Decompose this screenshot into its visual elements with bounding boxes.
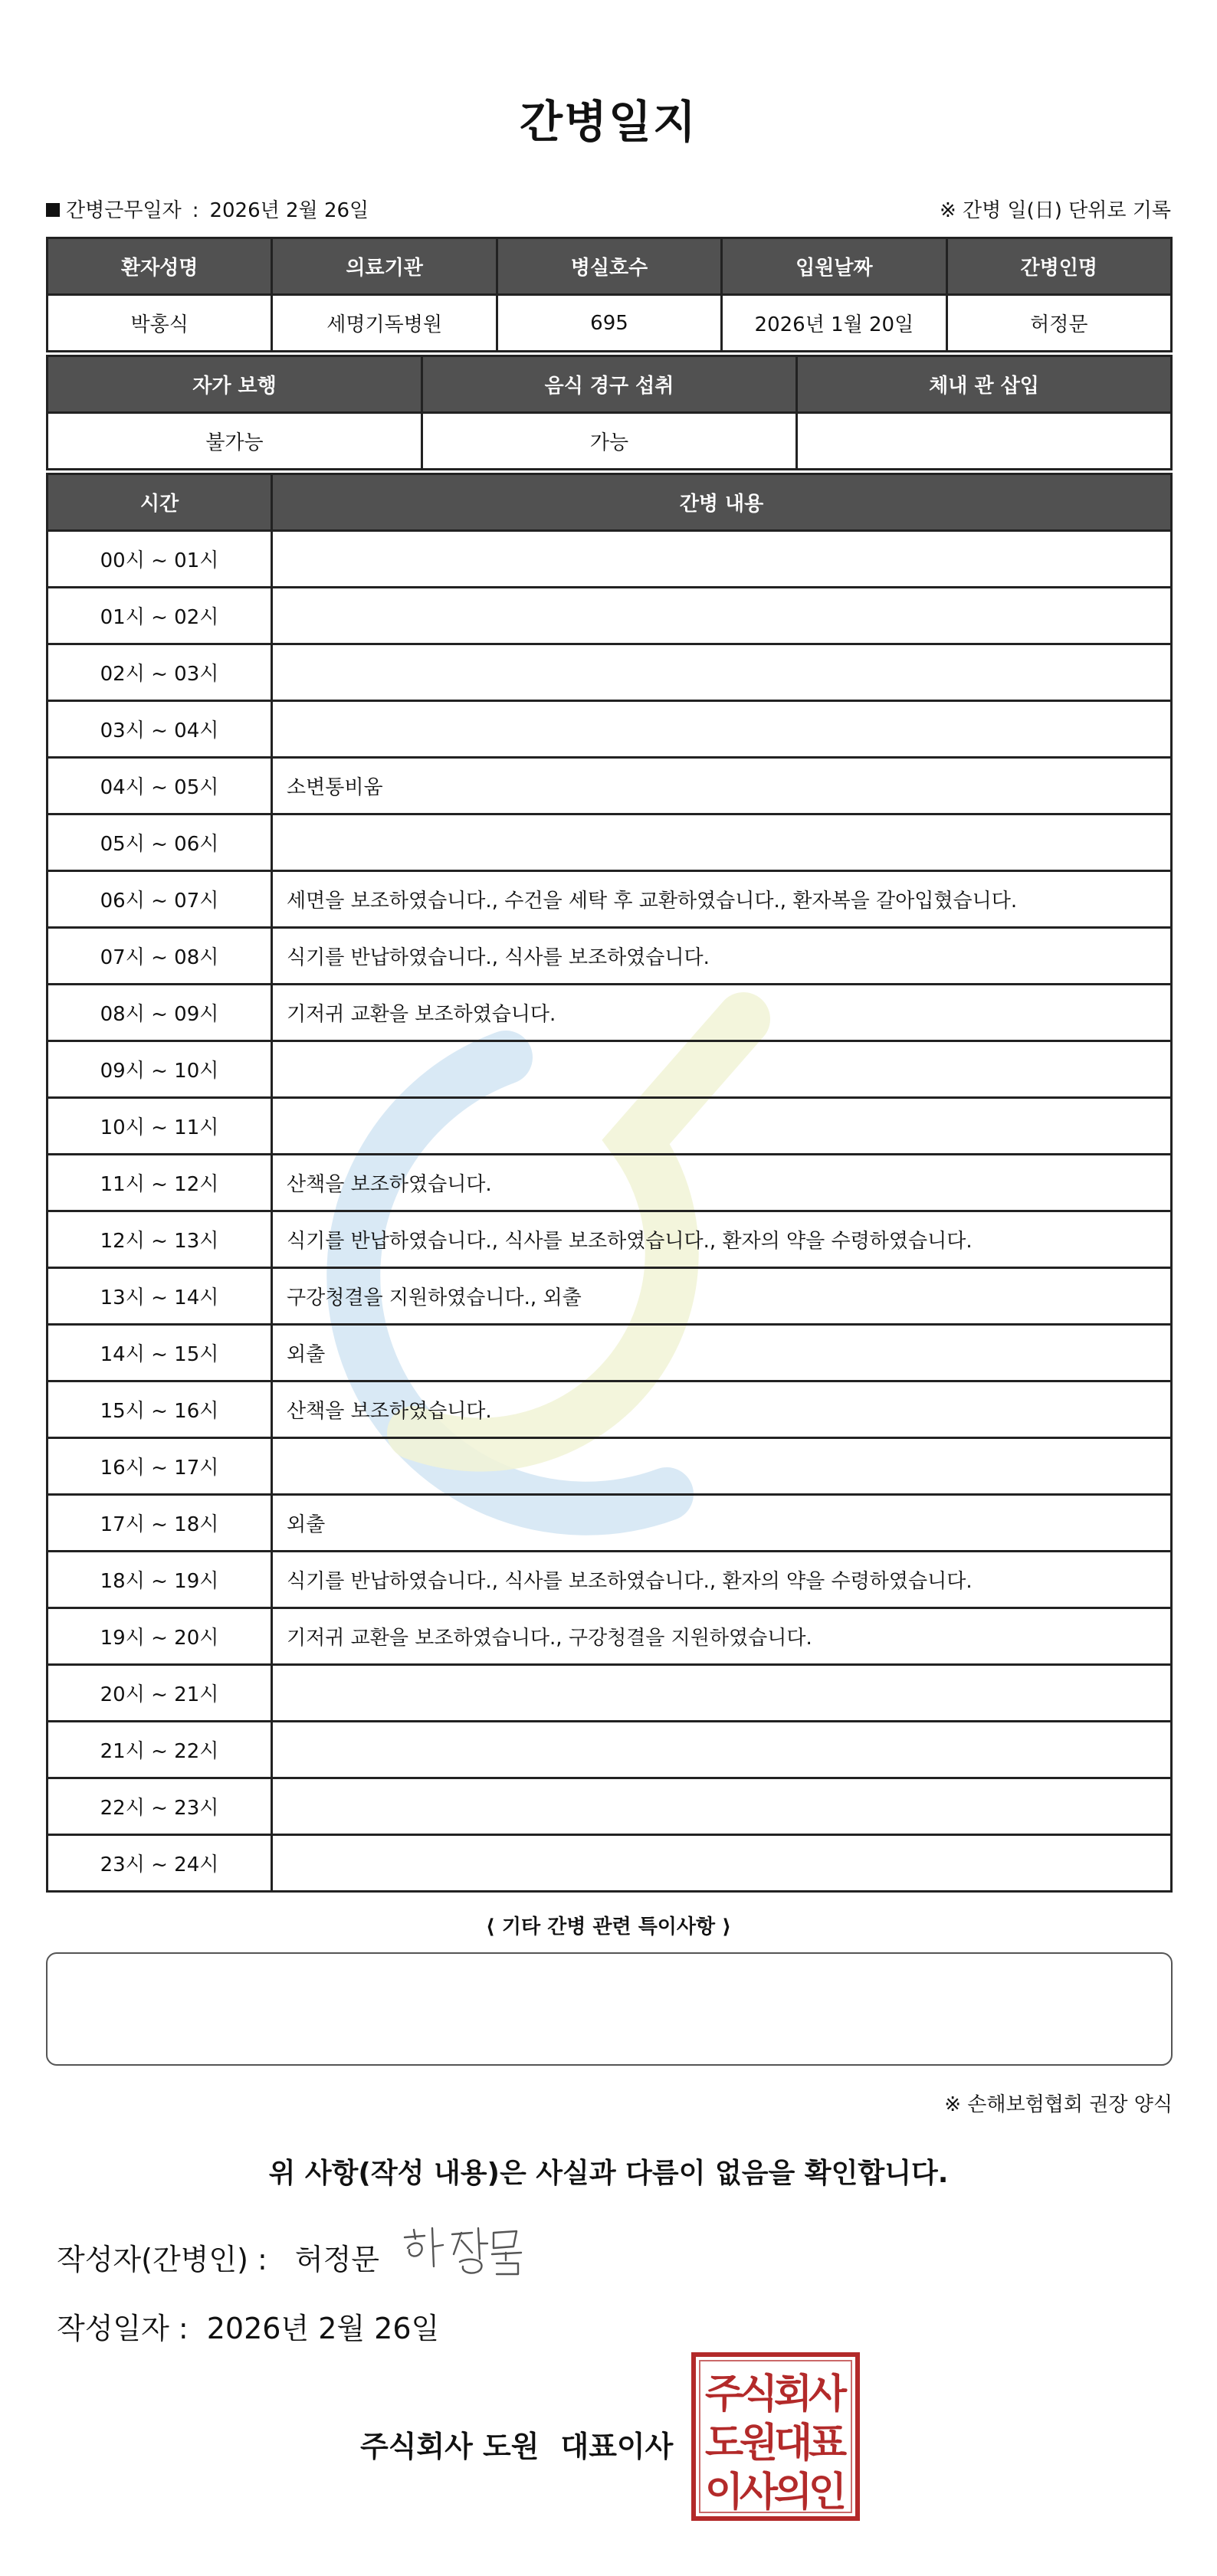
time-slot: 06시 ~ 07시	[48, 871, 272, 928]
svg-text:의: 의	[773, 2469, 813, 2515]
care-content: 산책을 보조하였습니다.	[272, 1155, 1172, 1211]
care-content: 외출	[272, 1325, 1172, 1381]
caregiver-name: 허정문	[946, 295, 1171, 352]
table-row	[48, 1211, 1172, 1268]
work-date-row	[46, 195, 1171, 225]
table-row	[48, 1835, 1172, 1892]
table-row	[48, 1268, 1172, 1325]
self-walking: 불가능	[48, 413, 422, 470]
caregiver-name-header: 간병인명	[946, 238, 1171, 295]
table-row	[48, 531, 1172, 588]
patient-info-header-row	[48, 238, 1172, 295]
company-name: 주식회사 도원	[360, 2430, 540, 2463]
patient-info-value-row	[48, 295, 1172, 352]
handwritten-signature	[399, 2220, 529, 2282]
care-content	[272, 1835, 1172, 1892]
work-date-value: 2026년 2월 26일	[209, 199, 369, 222]
care-content	[272, 1438, 1172, 1495]
time-slot: 01시 ~ 02시	[48, 588, 272, 644]
svg-text:도: 도	[704, 2420, 744, 2466]
time-slot: 12시 ~ 13시	[48, 1211, 272, 1268]
time-slot: 23시 ~ 24시	[48, 1835, 272, 1892]
admission-date-header: 입원날짜	[722, 238, 946, 295]
care-content	[272, 1722, 1172, 1778]
time-slot: 11시 ~ 12시	[48, 1155, 272, 1211]
patient-info-table	[46, 237, 1173, 352]
writer-label: 작성자(간병인) :	[57, 2243, 267, 2276]
table-row	[48, 1041, 1172, 1098]
time-slot: 15시 ~ 16시	[48, 1381, 272, 1438]
care-content: 소변통비움	[272, 758, 1172, 814]
care-content	[272, 1098, 1172, 1155]
special-notes-box	[46, 1952, 1173, 2066]
writer-line	[57, 2236, 379, 2278]
care-content	[272, 588, 1172, 644]
care-content: 산책을 보조하였습니다.	[272, 1381, 1172, 1438]
care-content	[272, 1665, 1172, 1722]
patient-status-value-row	[48, 413, 1172, 470]
time-slot: 07시 ~ 08시	[48, 928, 272, 985]
table-row	[48, 1722, 1172, 1778]
patient-name: 박홍식	[48, 295, 272, 352]
care-content: 식기를 반납하였습니다., 식사를 보조하였습니다., 환자의 약을 수령하였습니다.	[272, 1552, 1172, 1608]
table-row	[48, 1438, 1172, 1495]
oral-intake: 가능	[422, 413, 797, 470]
table-row	[48, 1098, 1172, 1155]
care-content	[272, 1778, 1172, 1835]
svg-text:회: 회	[773, 2371, 813, 2417]
self-walking-header: 자가 보행	[48, 356, 422, 413]
care-content	[272, 531, 1172, 588]
confirmation-statement: 위 사항(작성 내용)은 사실과 다름이 없음을 확인합니다.	[268, 2158, 949, 2189]
care-content: 외출	[272, 1495, 1172, 1552]
written-date-label: 작성일자 :	[57, 2312, 189, 2345]
table-row	[48, 1608, 1172, 1665]
time-slot: 03시 ~ 04시	[48, 701, 272, 758]
work-date	[46, 195, 369, 223]
tube-insertion-header: 체내 관 삽입	[797, 356, 1172, 413]
work-date-label: 간병근무일자	[66, 199, 182, 222]
care-content: 세면을 보조하였습니다., 수건을 세탁 후 교환하였습니다., 환자복을 갈아입혔습니다.	[272, 871, 1172, 928]
table-row	[48, 701, 1172, 758]
table-row	[48, 814, 1172, 871]
time-slot: 09시 ~ 10시	[48, 1041, 272, 1098]
daily-record-note: ※ 간병 일(日) 단위로 기록	[939, 199, 1171, 222]
time-slot: 22시 ~ 23시	[48, 1778, 272, 1835]
time-slot: 02시 ~ 03시	[48, 644, 272, 701]
table-row	[48, 985, 1172, 1041]
time-slot: 05시 ~ 06시	[48, 814, 272, 871]
oral-intake-header: 음식 경구 섭취	[422, 356, 797, 413]
time-header: 시간	[48, 474, 272, 531]
table-row	[48, 758, 1172, 814]
svg-text:사: 사	[739, 2469, 779, 2515]
square-bullet-icon	[46, 203, 60, 217]
company-representative: 대표이사	[560, 2430, 674, 2463]
patient-status-table	[46, 355, 1173, 470]
time-slot: 21시 ~ 22시	[48, 1722, 272, 1778]
time-slot: 16시 ~ 17시	[48, 1438, 272, 1495]
svg-text:원: 원	[739, 2420, 779, 2466]
table-row	[48, 1381, 1172, 1438]
care-content: 기저귀 교환을 보조하였습니다.	[272, 985, 1172, 1041]
care-content	[272, 1041, 1172, 1098]
hospital: 세명기독병원	[272, 295, 497, 352]
svg-text:인: 인	[808, 2469, 848, 2515]
time-slot: 00시 ~ 01시	[48, 531, 272, 588]
table-row	[48, 644, 1172, 701]
time-slot: 04시 ~ 05시	[48, 758, 272, 814]
table-row	[48, 1495, 1172, 1552]
table-row	[48, 871, 1172, 928]
care-log-header-row	[48, 474, 1172, 531]
care-content: 기저귀 교환을 보조하였습니다., 구강청결을 지원하였습니다.	[272, 1608, 1172, 1665]
room-number-header: 병실호수	[497, 238, 721, 295]
time-slot: 20시 ~ 21시	[48, 1665, 272, 1722]
care-content-header: 간병 내용	[272, 474, 1172, 531]
table-row	[48, 1155, 1172, 1211]
work-date-separator: :	[192, 199, 199, 222]
care-content	[272, 701, 1172, 758]
time-slot: 18시 ~ 19시	[48, 1552, 272, 1608]
page-title: 간병일지	[519, 96, 698, 148]
writer-name: 허정문	[294, 2243, 379, 2276]
svg-text:이: 이	[704, 2469, 744, 2515]
patient-status-header-row	[48, 356, 1172, 413]
care-content: 구강청결을 지원하였습니다., 외출	[272, 1268, 1172, 1325]
written-date-value: 2026년 2월 26일	[206, 2312, 440, 2345]
svg-text:주: 주	[704, 2371, 744, 2417]
care-log-table	[46, 473, 1173, 1893]
svg-text:표: 표	[808, 2420, 848, 2466]
time-slot: 08시 ~ 09시	[48, 985, 272, 1041]
room-number: 695	[497, 295, 721, 352]
time-slot: 19시 ~ 20시	[48, 1608, 272, 1665]
company-signature-line	[360, 2423, 673, 2465]
time-slot: 13시 ~ 14시	[48, 1268, 272, 1325]
special-notes-title: ⟨ 기타 간병 관련 특이사항 ⟩	[485, 1916, 732, 1939]
table-row	[48, 1325, 1172, 1381]
time-slot: 14시 ~ 15시	[48, 1325, 272, 1381]
svg-text:대: 대	[773, 2420, 813, 2466]
table-row	[48, 1665, 1172, 1722]
recommended-form-note: ※ 손해보험협회 권장 양식	[944, 2093, 1173, 2116]
tube-insertion	[797, 413, 1172, 470]
care-content: 식기를 반납하였습니다., 식사를 보조하였습니다., 환자의 약을 수령하였습니다.	[272, 1211, 1172, 1268]
hospital-header: 의료기관	[272, 238, 497, 295]
table-row	[48, 1778, 1172, 1835]
admission-date: 2026년 1월 20일	[722, 295, 946, 352]
care-content: 식기를 반납하였습니다., 식사를 보조하였습니다.	[272, 928, 1172, 985]
care-content	[272, 644, 1172, 701]
table-row	[48, 928, 1172, 985]
time-slot: 10시 ~ 11시	[48, 1098, 272, 1155]
time-slot: 17시 ~ 18시	[48, 1495, 272, 1552]
svg-text:사: 사	[808, 2371, 848, 2417]
written-date-line	[57, 2305, 439, 2347]
care-content	[272, 814, 1172, 871]
patient-name-header: 환자성명	[48, 238, 272, 295]
svg-text:식: 식	[739, 2371, 779, 2417]
table-row	[48, 1552, 1172, 1608]
table-row	[48, 588, 1172, 644]
company-seal-stamp	[690, 2351, 861, 2522]
